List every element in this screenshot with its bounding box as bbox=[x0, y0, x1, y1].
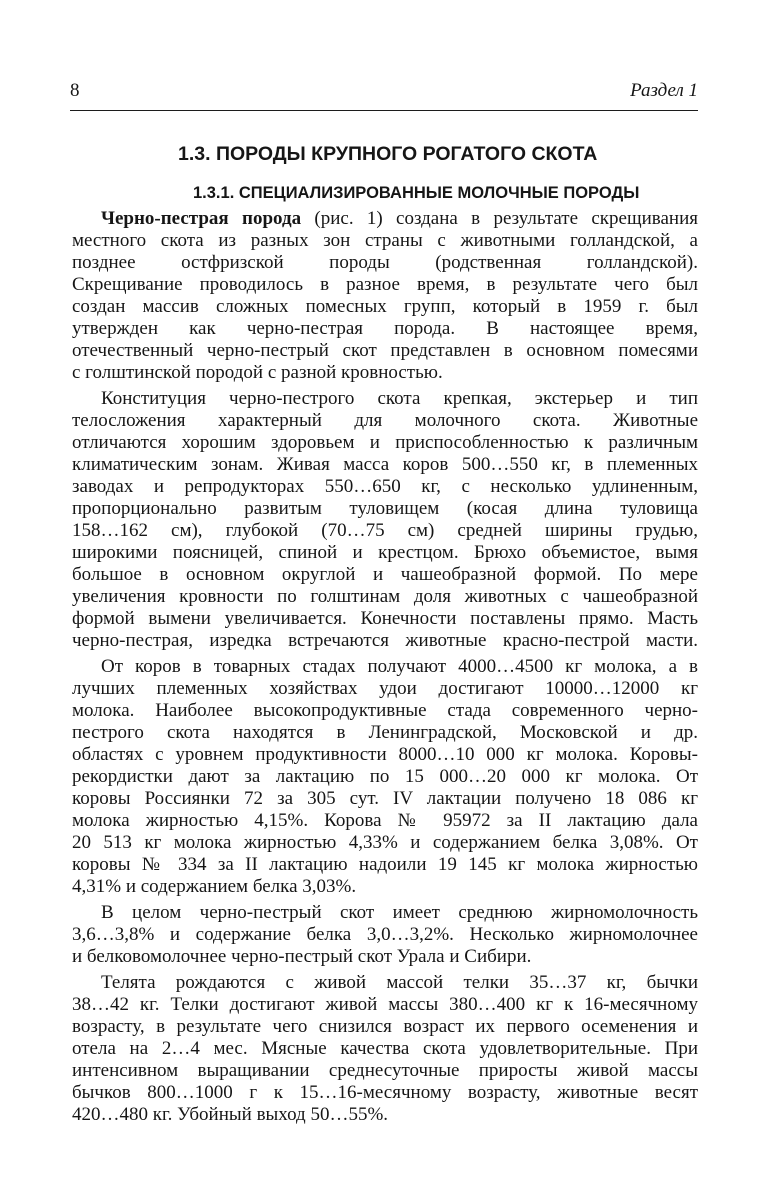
paragraph-calves bbox=[72, 972, 698, 1126]
text-line bbox=[72, 208, 698, 230]
text-line: отечественный черно-пестрый скот представлен в основном помесями bbox=[72, 340, 698, 361]
text-line: отела на 2…4 мес. Мясные качества скота удовлетворительные. При bbox=[72, 1038, 698, 1059]
section-label: Раздел 1 bbox=[630, 80, 698, 101]
text-line: 420…480 кг. Убойный выход 50…55%. bbox=[72, 1104, 389, 1125]
text-line: широкими поясницей, спиной и крестцом. Брюхо объемистое, вымя bbox=[72, 542, 698, 563]
text-line: утвержден как черно-пестрая порода. В настоящее время, bbox=[72, 318, 698, 339]
text-line: большое в основном округлой и чашеобразной формой. По мере bbox=[72, 564, 698, 585]
text-line: отличаются хорошим здоровьем и приспособленностью к различным bbox=[72, 432, 698, 453]
text-line: формой вымени увеличивается. Конечности поставлены прямо. Масть bbox=[72, 608, 698, 629]
text-line: лучших племенных хозяйствах удои достигают 10000…12000 кг bbox=[72, 678, 698, 699]
text-line: В целом черно-пестрый скот имеет среднюю жирномолочность bbox=[101, 902, 698, 923]
text-line: 20 513 кг молока жирностью 4,33% и содержанием белка 3,08%. От bbox=[72, 832, 698, 853]
text-line-fragment: (рис. 1) создана в результате скрещивания bbox=[301, 208, 698, 229]
running-head bbox=[70, 80, 698, 111]
paragraph-fat-content bbox=[72, 902, 698, 968]
breed-name: Черно-пестрая порода bbox=[101, 208, 302, 229]
body-text bbox=[72, 208, 698, 1130]
text-line: с голштинской породой с разной кровностью. bbox=[72, 362, 443, 383]
page-number: 8 bbox=[70, 80, 80, 101]
text-line: черно-пестрая, изредка встречаются животные красно-пестрой масти. bbox=[72, 630, 698, 651]
paragraph-black-pied-breed bbox=[72, 208, 698, 384]
subsection-title: 1.3.1. СПЕЦИАЛИЗИРОВАННЫЕ МОЛОЧНЫЕ ПОРОДЫ bbox=[193, 184, 640, 202]
text-line: 158…162 см), глубокой (70…75 см) средней ширины грудью, bbox=[72, 520, 698, 541]
text-line: заводах и репродукторах 550…650 кг, с несколько удлиненным, bbox=[72, 476, 698, 497]
paragraph-milk-yield bbox=[72, 656, 698, 898]
text-line: Телята рождаются с живой массой телки 35…37 кг, бычки bbox=[101, 972, 698, 993]
text-line: телосложения характерный для молочного скота. Животные bbox=[72, 410, 698, 431]
text-line: увеличения кровности по голштинам доля животных с чашеобразной bbox=[72, 586, 698, 607]
text-line: коровы Россиянки 72 за 305 сут. IV лактации получено 18 086 кг bbox=[72, 788, 698, 809]
text-line: От коров в товарных стадах получают 4000…4500 кг молока, а в bbox=[101, 656, 698, 677]
text-line: областях с уровнем продуктивности 8000…10 000 кг молока. Коровы- bbox=[72, 744, 698, 765]
text-line: рекордистки дают за лактацию по 15 000…20 000 кг молока. От bbox=[72, 766, 698, 787]
text-line: коровы № 334 за II лактацию надоили 19 145 кг молока жирностью bbox=[72, 854, 698, 875]
text-line: 4,31% и содержанием белка 3,03%. bbox=[72, 876, 357, 897]
paragraph-constitution bbox=[72, 388, 698, 652]
text-line: молока. Наиболее высокопродуктивные стада современного черно- bbox=[72, 700, 698, 721]
text-line: позднее остфризской породы (родственная голландской). bbox=[72, 252, 698, 273]
text-line: возрасту, в результате чего снизился возраст их первого осеменения и bbox=[72, 1016, 698, 1037]
text-line: молока жирностью 4,15%. Корова № 95972 за II лактацию дала bbox=[72, 810, 698, 831]
chapter-title: 1.3. ПОРОДЫ КРУПНОГО РОГАТОГО СКОТА bbox=[178, 143, 598, 165]
text-line: 3,6…3,8% и содержание белка 3,0…3,2%. Несколько жирномолочнее bbox=[72, 924, 698, 945]
text-line: и белковомолочнее черно-пестрый скот Урала и Сибири. bbox=[72, 946, 532, 967]
text-line: местного скота из разных зон страны с животными голландской, а bbox=[72, 230, 698, 251]
text-line: климатическим зонам. Живая масса коров 500…550 кг, в племенных bbox=[72, 454, 698, 475]
text-line: Скрещивание проводилось в разное время, в результате чего был bbox=[72, 274, 698, 295]
text-line: Конституция черно-пестрого скота крепкая, экстерьер и тип bbox=[101, 388, 698, 409]
text-line: пестрого скота находятся в Ленинградской, Московской и др. bbox=[72, 722, 698, 743]
text-line: создан массив сложных помесных групп, который в 1959 г. был bbox=[72, 296, 698, 317]
text-line: интенсивном выращивании среднесуточные приросты живой массы bbox=[72, 1060, 698, 1081]
text-line: 38…42 кг. Телки достигают живой массы 380…400 кг к 16-месячному bbox=[72, 994, 698, 1015]
text-line: пропорционально развитым туловищем (косая длина туловища bbox=[72, 498, 698, 519]
text-line: бычков 800…1000 г к 15…16-месячному возрасту, животные весят bbox=[72, 1082, 698, 1103]
